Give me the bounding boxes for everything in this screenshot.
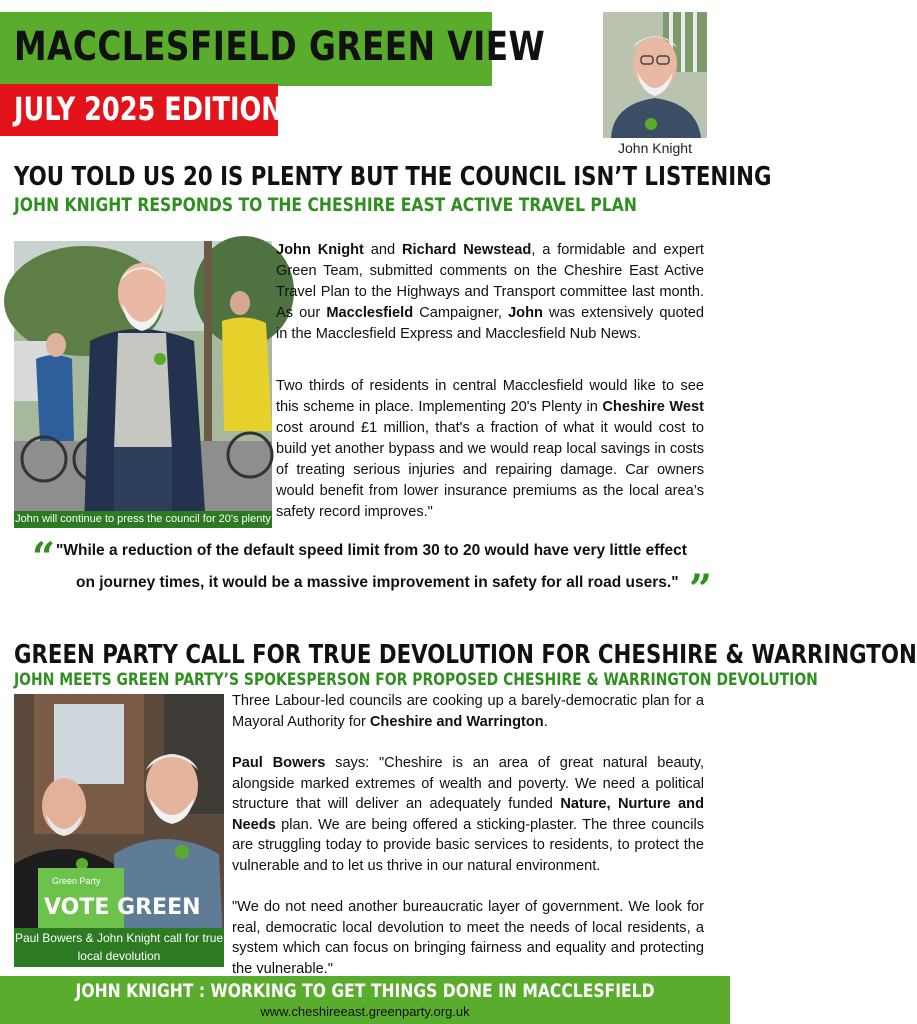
footer-title-text: JOHN KNIGHT : WORKING TO GET THINGS DONE IN MACCLESFIELD bbox=[75, 980, 655, 1002]
street-photo-icon bbox=[14, 241, 272, 527]
article2-headline: GREEN PARTY CALL FOR TRUE DEVOLUTION FOR CHESHIRE & WARRINGTON bbox=[14, 640, 917, 670]
article1-paragraph-2 bbox=[276, 376, 704, 523]
article2-photo bbox=[14, 694, 224, 964]
article1-paragraph-1 bbox=[276, 240, 704, 345]
quote-open-icon: “ bbox=[32, 534, 56, 581]
article1-subhead: JOHN KNIGHT RESPONDS TO THE CHESHIRE EAST ACTIVE TRAVEL PLAN bbox=[14, 194, 637, 216]
article1-p2-text: cost around £1 million, that's a fraction of what it would cost to build yet another bypass and we would reap local savings in costs of treating serious injuries and repairing damage. Car owners would benefit from lower insurance premiums as the local area’s safety record improves." bbox=[276, 420, 704, 520]
article1-p1-text: was extensively quoted in the Macclesfield Express and Macclesfield Nub News. bbox=[276, 305, 705, 342]
article2-p1-text: . bbox=[543, 713, 548, 730]
article2-p1-text: Three Labour-led councils are cooking up a barely-democratic plan for a Mayoral Authority for bbox=[232, 693, 704, 730]
article1-p1-emphasis: John Knight bbox=[276, 242, 364, 258]
sign-vote-label: VOTE GREEN bbox=[44, 895, 201, 920]
sign-party-label: Green Party bbox=[52, 876, 101, 886]
article2-p1-emphasis: Cheshire and Warrington bbox=[369, 713, 544, 730]
quote-close-icon: ” bbox=[689, 566, 713, 613]
portrait-caption: John Knight bbox=[618, 140, 692, 156]
article1-photo bbox=[14, 241, 272, 527]
article1-p1-text: , a formidable and expert Green Team, submitted comments on the Cheshire East Active Travel Plan to the Highways and Transport committee last month. As our bbox=[276, 242, 704, 321]
article1-photo-caption: John will continue to press the council for 20's plenty bbox=[14, 511, 272, 528]
article2-p3-text: "We do not need another bureaucratic layer of government. We look for real, democratic local devolution to meet the needs of local residents, a system which can focus on bringing fairness and equality and protecting the vulnerable." bbox=[232, 899, 704, 977]
article1-p2-emphasis: Cheshire West bbox=[602, 399, 704, 415]
article1-headline: YOU TOLD US 20 IS PLENTY BUT THE COUNCIL ISN’T LISTENING bbox=[14, 162, 772, 192]
article2-p2-emphasis: Paul Bowers bbox=[232, 755, 326, 771]
article1-p1-emphasis: Macclesfield bbox=[326, 305, 414, 321]
article2-paragraph-3 bbox=[232, 897, 704, 979]
article1-p2-text: Two thirds of residents in central Macclesfield would like to see this scheme in place. Implementing 20's Plenty in bbox=[276, 378, 704, 415]
two-men-photo-icon bbox=[14, 694, 224, 964]
article2-paragraph-2 bbox=[232, 753, 704, 876]
article1-p1-text: Campaigner, bbox=[413, 305, 509, 321]
footer-website-link[interactable]: www.cheshireeast.greenparty.org.uk bbox=[260, 1004, 470, 1019]
article1-p1-emphasis: Richard Newstead bbox=[402, 242, 532, 258]
article1-p1-emphasis: John bbox=[508, 305, 543, 321]
john-knight-portrait bbox=[603, 12, 707, 138]
pull-quote-line-2: on journey times, it would be a massive improvement in safety for all road users." bbox=[76, 574, 679, 591]
article2-subhead: JOHN MEETS GREEN PARTY’S SPOKESPERSON FOR PROPOSED CHESHIRE & WARRINGTON DEVOLUTION bbox=[14, 670, 818, 690]
pull-quote-line-1: "While a reduction of the default speed limit from 30 to 20 would have very little effect bbox=[56, 542, 687, 559]
article2-photo-caption: Paul Bowers & John Knight call for true local devolution bbox=[14, 928, 224, 967]
edition-label: JULY 2025 EDITION bbox=[14, 90, 283, 128]
article2-paragraph-1 bbox=[232, 691, 704, 732]
newsletter-title: MACCLESFIELD GREEN VIEW bbox=[14, 24, 546, 70]
article2-p2-text: plan. We are being offered a sticking-plaster. The three councils are struggling today to provide basic services to residents, to protect the vulnerable and to let us thrive in our natural environment. bbox=[232, 816, 704, 874]
article1-p1-text: and bbox=[363, 242, 402, 258]
article2-p2-emphasis: Nature, Nurture and Needs bbox=[232, 796, 704, 833]
article2-p2-text: says: "Cheshire is an area of great natural beauty, alongside marked extremes of wealth and poverty. We need a political structure that will deliver an adequately funded bbox=[232, 755, 704, 812]
footer-title bbox=[0, 980, 730, 1002]
portrait-image-icon bbox=[603, 12, 707, 138]
